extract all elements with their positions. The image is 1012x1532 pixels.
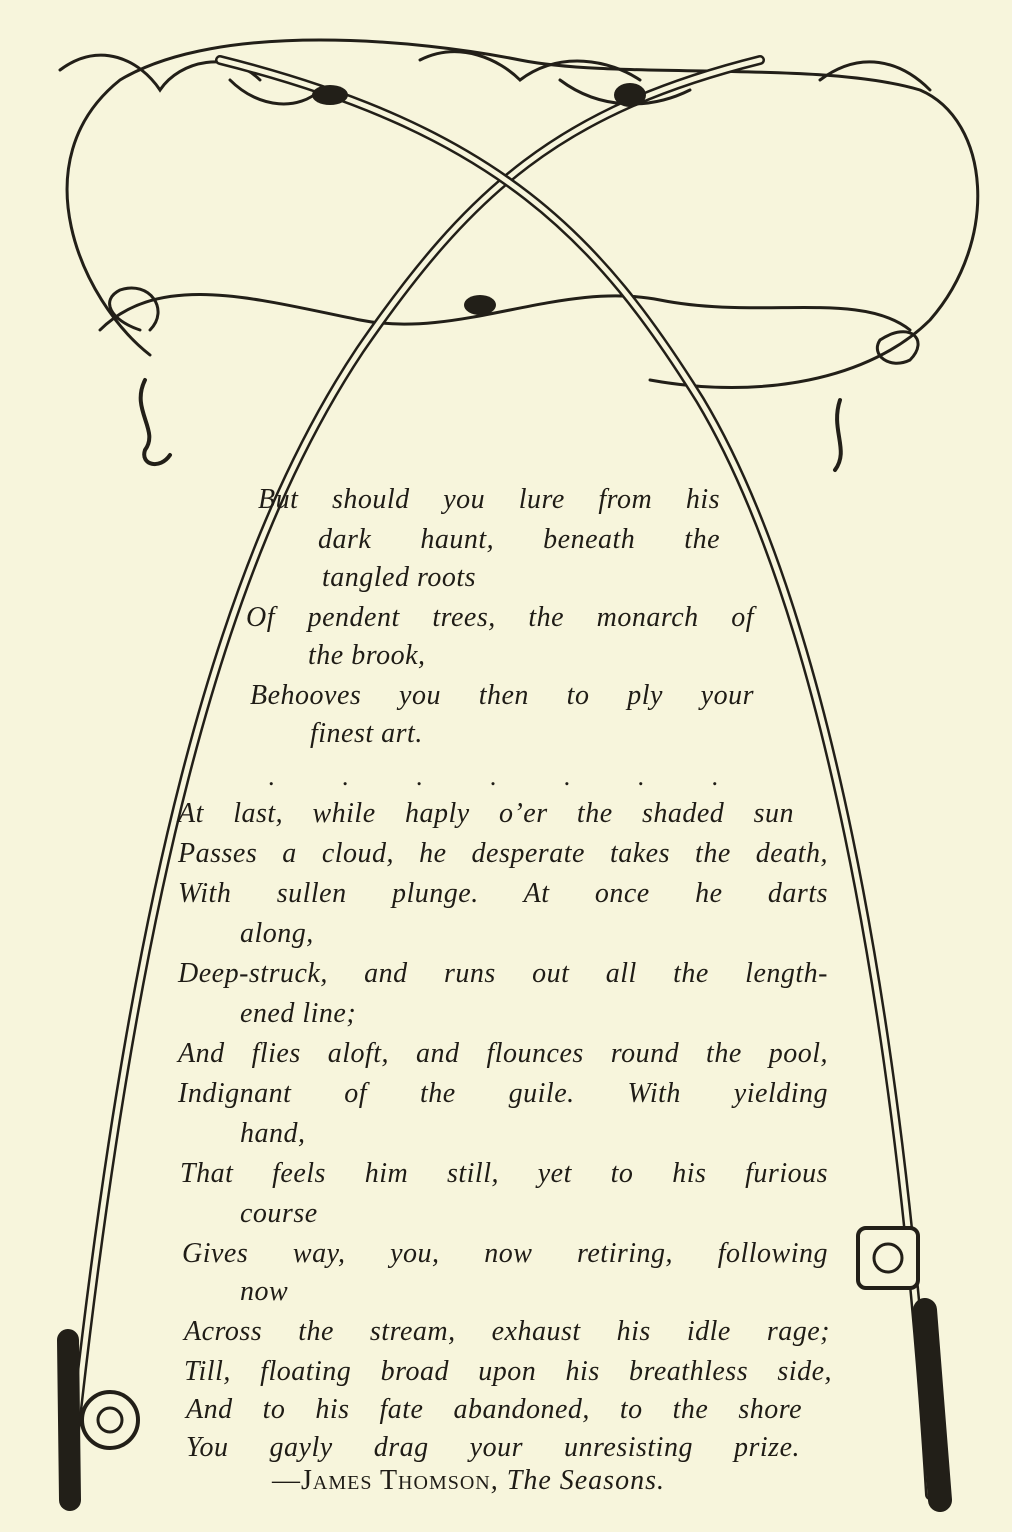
separator-dot: . xyxy=(415,762,423,791)
poem-line: along, xyxy=(240,918,314,949)
poem-line: Across the stream, exhaust his idle rage; xyxy=(184,1316,830,1347)
poem-line: Behooves you then to ply your xyxy=(250,680,754,711)
poem-line: hand, xyxy=(240,1118,306,1149)
poem-line: At last, while haply o’er the shaded sun xyxy=(178,798,794,829)
author-name: James Thomson xyxy=(301,1465,491,1496)
poem-line: now xyxy=(240,1276,289,1307)
poem-line: That feels him still, yet to his furious xyxy=(180,1158,828,1189)
poem-line: And to his fate abandoned, to the shore xyxy=(186,1394,802,1425)
poem-line: the brook, xyxy=(308,640,426,671)
separator-dot: . xyxy=(268,762,275,791)
poem-line: ened line; xyxy=(240,998,357,1029)
poem-line: With sullen plunge. At once he darts xyxy=(178,878,828,909)
poem-line: dark haunt, beneath the xyxy=(318,524,720,555)
separator-dot: . xyxy=(489,762,497,791)
poem-line: Of pendent trees, the monarch of xyxy=(246,602,754,633)
poem-line: finest art. xyxy=(310,718,423,749)
poem-line: And flies aloft, and flounces round the pool, xyxy=(178,1038,828,1069)
separator-dot: . xyxy=(711,762,718,791)
poem-line: course xyxy=(240,1198,318,1229)
poem-line: But should you lure from his xyxy=(258,484,720,515)
poem-line: Passes a cloud, he desperate takes the death, xyxy=(178,838,828,869)
poem-line: Gives way, you, now retiring, following xyxy=(182,1238,828,1269)
work-title: The Seasons. xyxy=(506,1465,665,1496)
poem-line: Deep-struck, and runs out all the length- xyxy=(178,958,828,989)
poem-line: Indignant of the guile. With yielding xyxy=(178,1078,828,1109)
stanza-separator xyxy=(268,762,718,792)
attribution-comma: , xyxy=(490,1465,507,1496)
poem-line: You gayly drag your unresisting prize. xyxy=(186,1432,800,1463)
poem-line: Till, floating broad upon his breathless side, xyxy=(184,1356,832,1387)
separator-dot: . xyxy=(637,762,645,791)
poem-line: tangled roots xyxy=(322,562,477,593)
attribution-dash: — xyxy=(272,1465,301,1496)
separator-dot: . xyxy=(341,762,349,791)
attribution xyxy=(272,1465,665,1497)
separator-dot: . xyxy=(563,762,571,791)
